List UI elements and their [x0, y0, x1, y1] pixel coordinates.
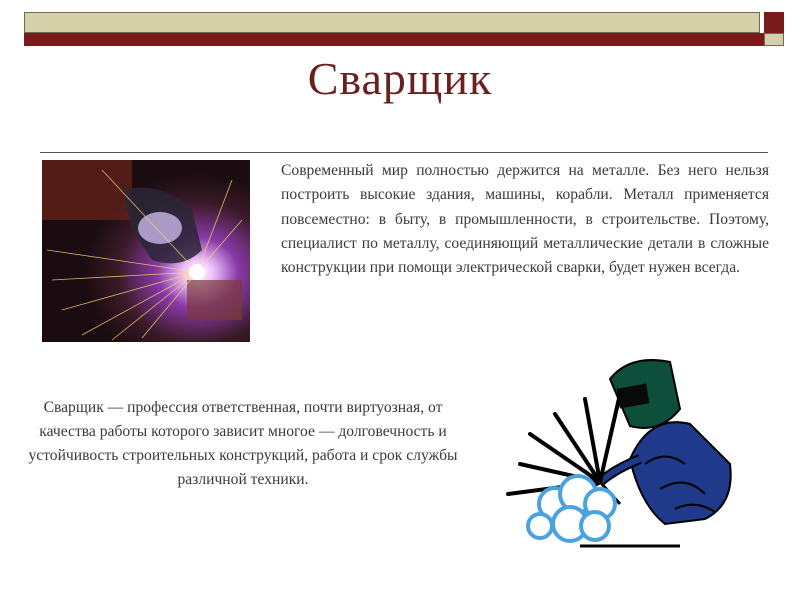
welder-clipart-icon — [500, 354, 750, 554]
welding-photo — [42, 160, 250, 342]
header-square-beige — [764, 33, 784, 46]
header-square-red — [764, 12, 784, 33]
description-paragraph: Сварщик — профессия ответственная, почти виртуозная, от качества работы которого зависит многое — долговечность и устойчивость строительных конструкций, работа и срок службы различной техники. — [28, 399, 458, 488]
slide-title: Сварщик — [307, 53, 493, 104]
intro-paragraph: Современный мир полностью держится на металле. Без него нельзя построить высокие здания, машины, корабли. Металл применяется повсеместно: в быту, в промышленности, в строительстве. Поэтому, специалист по металлу, соединяющий металлические детали в сложные конструкции при помощи электрической сварки, будет нужен всегда. — [281, 162, 769, 277]
header-bar-bottom — [24, 33, 784, 46]
title-divider — [40, 152, 768, 153]
header-bar-top — [24, 12, 760, 33]
